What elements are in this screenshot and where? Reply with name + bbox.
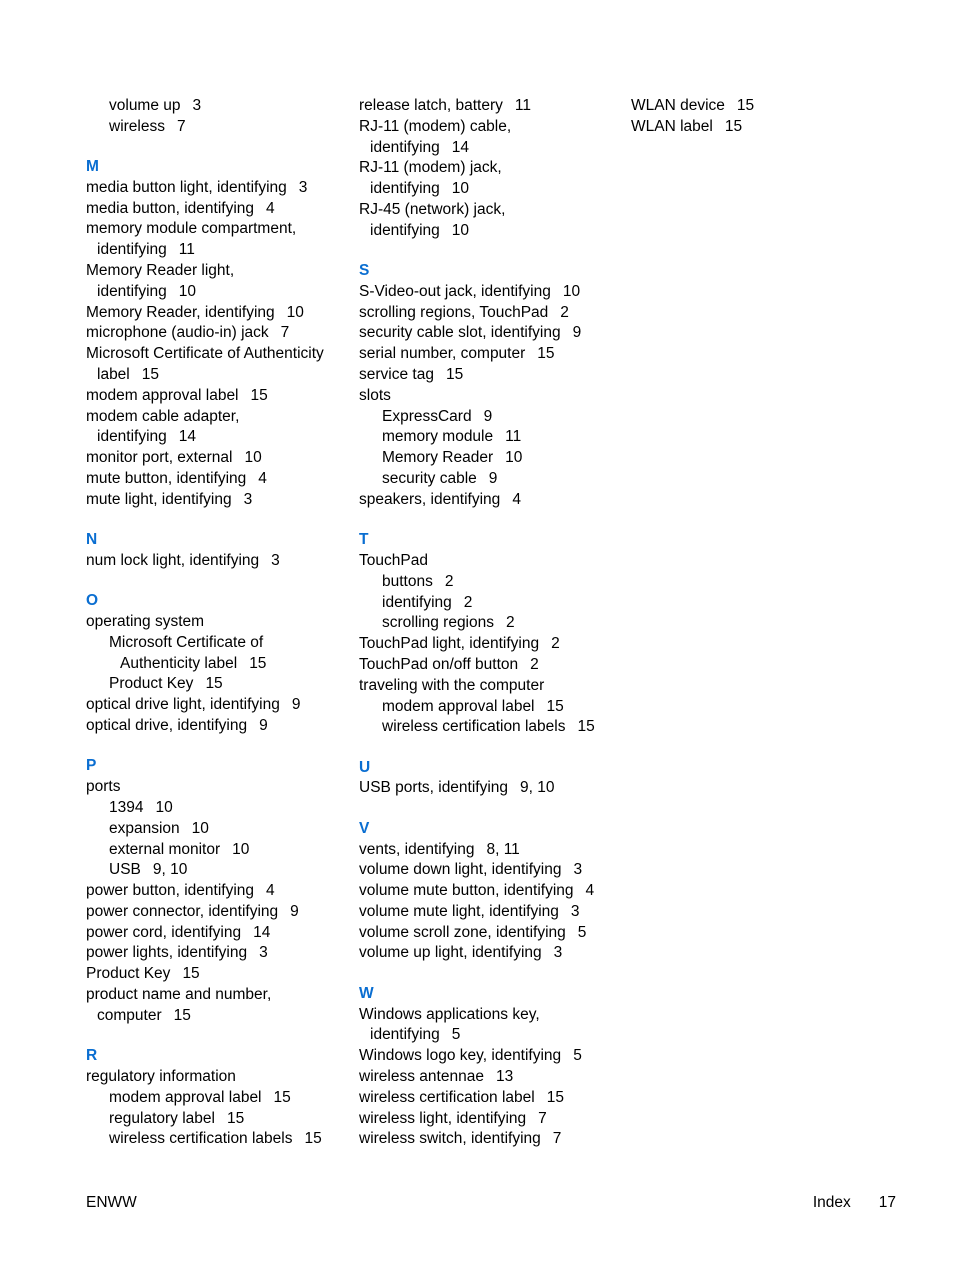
index-term: S-Video-out jack, identifying [359,282,551,300]
index-entry [359,490,621,511]
index-page-ref: 11 [514,97,531,114]
index-entry [86,178,348,199]
index-page-ref: 15 [141,366,159,384]
index-page-ref: 7 [538,1109,547,1127]
index-entry [86,985,348,1006]
index-term: identifying [97,282,167,300]
index-page-ref: 3 [570,902,580,920]
index-term: identifying [97,428,167,446]
index-page-ref: 15 [250,386,268,404]
index-term: wireless light, identifying [359,1109,527,1127]
index-entry [359,323,621,344]
index-entry [86,798,348,819]
index-term: volume up light, identifying [359,944,542,962]
index-term: volume up [109,97,181,114]
index-entry [359,344,621,365]
index-term: wireless certification labels [109,1130,293,1148]
index-entry [86,943,348,964]
index-term: power connector, identifying [86,902,279,920]
index-term: power cord, identifying [86,923,242,941]
index-entry [86,923,348,944]
footer-section: Index [812,1194,851,1211]
index-entry [359,179,621,200]
index-entry [359,427,621,448]
index-column-3 [631,96,893,138]
index-entry [359,902,621,923]
index-term: Memory Reader, identifying [86,303,275,321]
index-page-ref: 10 [191,819,209,837]
index-entry [359,1109,621,1130]
index-page-ref: 2 [560,303,569,321]
index-term: 1394 [109,798,144,816]
index-page-ref: 9, 10 [152,861,188,879]
index-entry [359,1046,621,1067]
index-page-ref: 9 [291,696,301,714]
index-term: release latch, battery [359,97,503,114]
index-term: WLAN device [631,97,725,114]
index-page-ref: 4 [585,882,595,900]
index-term: USB ports, identifying [359,779,509,797]
index-term: wireless certification label [359,1088,535,1106]
index-entry [359,881,621,902]
index-entry [359,778,621,799]
index-entry [359,613,621,634]
index-page-ref: 11 [505,428,522,446]
index-term: RJ-11 (modem) cable, [359,117,512,135]
index-page-ref: 15 [249,654,267,672]
index-entry [86,964,348,985]
index-term: scrolling regions, TouchPad [359,303,549,321]
index-term: traveling with the computer [359,676,545,694]
index-term: Microsoft Certificate of Authenticity [86,345,324,363]
index-page-ref: 8, 11 [486,840,520,858]
index-entry [86,490,348,511]
index-term: ports [86,778,121,796]
index-entry [359,676,621,697]
index-term: modem approval label [86,386,239,404]
index-entry [359,1129,621,1150]
index-entry [359,923,621,944]
index-page-ref: 2 [463,593,473,611]
index-page-ref: 15 [736,97,755,114]
index-page-ref: 11 [178,241,195,259]
index-column-2 [359,96,621,1150]
index-term: wireless certification labels [382,718,566,736]
index-page-ref: 3 [243,490,253,508]
index-page-ref: 2 [551,635,560,653]
index-page-ref: 14 [253,923,271,941]
index-page-ref: 15 [724,117,743,135]
index-page-ref: 10 [505,449,523,467]
index-letter-heading: V [359,819,370,837]
index-page-ref: 10 [286,303,304,321]
index-term: identifying [97,241,167,259]
index-entry [86,654,348,675]
index-term: speakers, identifying [359,490,501,508]
index-page-ref: 5 [573,1047,582,1065]
index-entry [86,860,348,881]
index-page-ref: 3 [192,97,202,114]
index-entry [86,323,348,344]
index-entry [631,117,893,138]
index-term: buttons [382,572,433,590]
index-entry [86,1129,348,1150]
index-term: power lights, identifying [86,944,248,962]
index-entry [86,674,348,695]
index-letter-heading: W [359,984,374,1002]
index-page-ref: 9 [483,407,493,425]
index-entry [359,282,621,303]
index-letter-heading: O [86,592,99,610]
index-letter-heading: S [359,262,370,280]
index-page-ref: 4 [258,470,267,488]
index-entry [86,1088,348,1109]
index-page-ref: 15 [445,366,464,384]
index-page-ref: 15 [304,1130,322,1148]
index-entry [86,386,348,407]
index-entry [86,365,348,386]
index-term: volume scroll zone, identifying [359,923,566,941]
index-entry [359,158,621,179]
index-term: TouchPad [359,551,428,569]
index-term: power button, identifying [86,882,255,900]
index-entry [631,96,893,117]
index-page-ref: 9 [488,470,498,488]
index-entry [86,695,348,716]
index-term: optical drive light, identifying [86,696,280,714]
index-entry [86,261,348,282]
index-entry [86,612,348,633]
index-entry [359,469,621,490]
index-entry [86,902,348,923]
index-page-ref: 7 [552,1130,562,1148]
index-entry [86,427,348,448]
index-entry [359,407,621,428]
index-term: WLAN label [631,117,713,135]
index-term: memory module [382,428,494,446]
index-term: service tag [359,366,434,384]
index-entry [359,448,621,469]
index-page-ref: 4 [512,490,521,508]
index-entry [359,634,621,655]
index-page-ref: 9 [290,902,299,920]
index-entry [86,840,348,861]
index-term: Product Key [86,965,171,983]
index-term: vents, identifying [359,840,475,858]
index-page-ref: 15 [182,965,200,983]
index-term: operating system [86,613,205,631]
index-term: identifying [370,1026,440,1044]
index-page-ref: 15 [577,718,595,736]
index-entry [86,551,348,572]
index-entry [86,240,348,261]
index-page-ref: 15 [273,1088,291,1106]
index-page-ref: 10 [451,180,470,198]
index-term: security cable [382,470,477,488]
index-page-ref: 3 [271,551,280,569]
index-page-ref: 15 [226,1109,245,1127]
index-page-ref: 14 [178,428,197,446]
index-page-ref: 15 [173,1006,191,1024]
index-page-ref: 10 [155,798,173,816]
index-term: label [97,366,130,384]
index-entry [359,386,621,407]
index-page-ref: 4 [266,882,275,900]
index-term: modem cable adapter, [86,407,240,425]
index-term: serial number, computer [359,345,526,363]
index-entry [359,365,621,386]
index-letter-heading: N [86,531,98,549]
index-page-ref: 7 [280,324,290,342]
index-entry [359,117,621,138]
index-term: mute button, identifying [86,470,247,488]
index-entry [86,819,348,840]
index-term: optical drive, identifying [86,717,248,735]
index-page-ref: 13 [495,1067,514,1085]
index-page-ref: 7 [176,117,186,135]
index-entry [359,717,621,738]
index-letter-heading: P [86,757,97,775]
index-entry [359,697,621,718]
index-page-ref: 2 [530,655,539,673]
index-page-ref: 15 [205,675,223,693]
index-page-ref: 9, 10 [520,779,555,797]
index-letter-heading: T [359,531,369,549]
index-entry [86,344,348,365]
index-term: modem approval label [382,697,535,715]
index-page-ref: 15 [537,345,555,363]
index-page-ref: 3 [298,178,308,196]
index-page-ref: 4 [266,199,275,217]
index-entry [86,469,348,490]
index-page-ref: 14 [451,138,470,156]
index-page-ref: 9 [259,717,268,735]
index-entry [359,551,621,572]
index-term: TouchPad light, identifying [359,635,540,653]
index-page-ref: 10 [232,840,250,858]
footer-page-number: 17 [878,1194,896,1211]
index-term: modem approval label [109,1088,262,1106]
index-term: Windows applications key, [359,1005,540,1023]
index-term: wireless switch, identifying [359,1130,541,1148]
index-term: Authenticity label [120,654,238,672]
index-page-ref: 2 [506,614,515,632]
index-entry [86,282,348,303]
index-entry [86,881,348,902]
index-term: microphone (audio-in) jack [86,324,269,342]
index-term: volume down light, identifying [359,861,562,879]
index-term: external monitor [109,840,221,858]
index-page-ref: 15 [546,1088,564,1106]
index-term: wireless antennae [359,1067,484,1085]
index-entry [359,860,621,881]
index-term: product name and number, [86,986,272,1004]
index-term: USB [109,861,141,879]
index-entry [86,219,348,240]
index-entry [86,303,348,324]
index-entry [86,199,348,220]
index-entry [359,1088,621,1109]
index-term: TouchPad on/off button [359,655,519,673]
index-term: ExpressCard [382,407,472,425]
index-term: security cable slot, identifying [359,324,561,342]
index-entry [86,633,348,654]
index-page-ref: 3 [553,944,563,962]
index-page-ref: 10 [244,449,262,467]
index-term: scrolling regions [382,614,494,632]
index-term: volume mute button, identifying [359,882,574,900]
index-page-ref: 10 [178,282,197,300]
index-page-ref: 9 [572,324,582,342]
index-term: Memory Reader light, [86,262,235,280]
index-term: RJ-45 (network) jack, [359,200,506,218]
index-letter-heading: R [86,1047,98,1065]
index-entry [359,303,621,324]
index-page-ref: 3 [259,944,268,962]
index-term: media button light, identifying [86,178,287,196]
index-term: regulatory information [86,1067,236,1085]
index-term: memory module compartment, [86,220,297,238]
index-term: volume mute light, identifying [359,902,559,920]
index-entry [359,655,621,676]
index-entry [359,572,621,593]
index-page-ref: 10 [562,282,581,300]
index-page-ref: 10 [451,221,470,239]
index-term: mute light, identifying [86,490,232,508]
index-letter-heading: M [86,158,99,176]
index-term: computer [97,1006,162,1024]
index-entry [86,448,348,469]
index-entry [86,1006,348,1027]
index-letter-heading: U [359,758,371,776]
index-entry [359,943,621,964]
index-entry [359,138,621,159]
index-term: media button, identifying [86,199,255,217]
index-entry [86,716,348,737]
index-term: num lock light, identifying [86,551,260,569]
index-entry [86,407,348,428]
index-term: Windows logo key, identifying [359,1047,562,1065]
index-entry [359,200,621,221]
index-page-ref: 2 [444,572,454,590]
index-term: identifying [370,138,440,156]
index-entry [86,777,348,798]
index-entry [359,1005,621,1026]
index-entry [359,96,621,117]
index-entry [86,1109,348,1130]
index-entry [359,593,621,614]
index-page-ref: 3 [573,861,583,879]
index-term: monitor port, external [86,449,233,467]
index-entry [86,1067,348,1088]
index-term: Microsoft Certificate of [109,633,264,651]
index-page-ref: 5 [577,923,587,941]
index-term: slots [359,386,391,404]
index-entry [359,1067,621,1088]
index-term: regulatory label [109,1109,215,1127]
footer-page-info [813,1193,896,1213]
index-column-1 [86,96,348,1150]
footer-doc-code: ENWW [86,1194,137,1211]
index-term: RJ-11 (modem) jack, [359,159,502,177]
index-page-ref: 15 [546,697,564,715]
index-entry [359,221,621,242]
index-term: wireless [109,117,165,135]
index-entry [86,96,348,117]
index-term: identifying [370,221,440,239]
index-term: expansion [109,819,180,837]
index-term: identifying [370,180,440,198]
index-entry [359,840,621,861]
index-entry [359,1025,621,1046]
index-entry [86,117,348,138]
index-term: Memory Reader [382,449,494,467]
index-term: Product Key [109,675,194,693]
index-page-ref: 5 [451,1026,461,1044]
index-term: identifying [382,593,452,611]
